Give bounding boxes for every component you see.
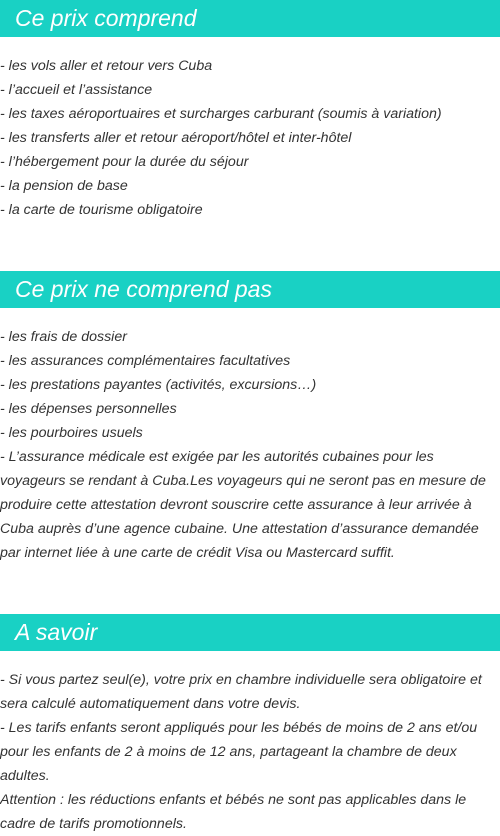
list-item: - les taxes aéroportuaires et surcharges carburant (soumis à variation) — [0, 106, 442, 122]
list-item: Attention : les réductions enfants et bébés ne sont pas applicables dans le cadre de tarifs promotionnels. — [0, 792, 467, 832]
list-item: - les pourboires usuels — [0, 425, 143, 441]
list-item: - les transferts aller et retour aéroport/hôtel et inter-hôtel — [0, 130, 352, 146]
list-item: - les prestations payantes (activités, excursions…) — [0, 377, 317, 393]
list-item: - Si vous partez seul(e), votre prix en chambre individuelle sera obligatoire et sera calculé automatiquement dans votre devis. — [0, 672, 482, 712]
list-item: - les frais de dossier — [0, 329, 127, 345]
section-header-ce-prix-ne-comprend-pas: Ce prix ne comprend pas — [0, 271, 500, 308]
list-item: - les vols aller et retour vers Cuba — [0, 58, 213, 74]
included-list — [0, 54, 500, 222]
list-item: - la pension de base — [0, 178, 128, 194]
list-item: - l’accueil et l’assistance — [0, 82, 153, 98]
list-item: - Les tarifs enfants seront appliqués pour les bébés de moins de 2 ans et/ou pour les enfants de 2 à moins de 12 ans, partageant la chambre de deux adultes. — [0, 720, 478, 784]
list-item: - les dépenses personnelles — [0, 401, 177, 417]
list-item: - l’hébergement pour la durée du séjour — [0, 154, 249, 170]
list-item: - les assurances complémentaires facultatives — [0, 353, 291, 369]
not-included-list — [0, 325, 500, 565]
list-item: - L’assurance médicale est exigée par les autorités cubaines pour les voyageurs se rendant à Cuba.Les voyageurs qui ne seront pas en mesure de produire cette attestation devront souscrire cette assurance à leur arrivée à Cuba auprès d’une agence cubaine. Une attestation d’assurance demandée par internet liée à une carte de crédit Visa ou Mastercard suffit. — [0, 449, 486, 561]
section-header-a-savoir: A savoir — [0, 614, 500, 651]
section-header-ce-prix-comprend: Ce prix comprend — [0, 0, 500, 37]
list-item: - la carte de tourisme obligatoire — [0, 202, 203, 218]
